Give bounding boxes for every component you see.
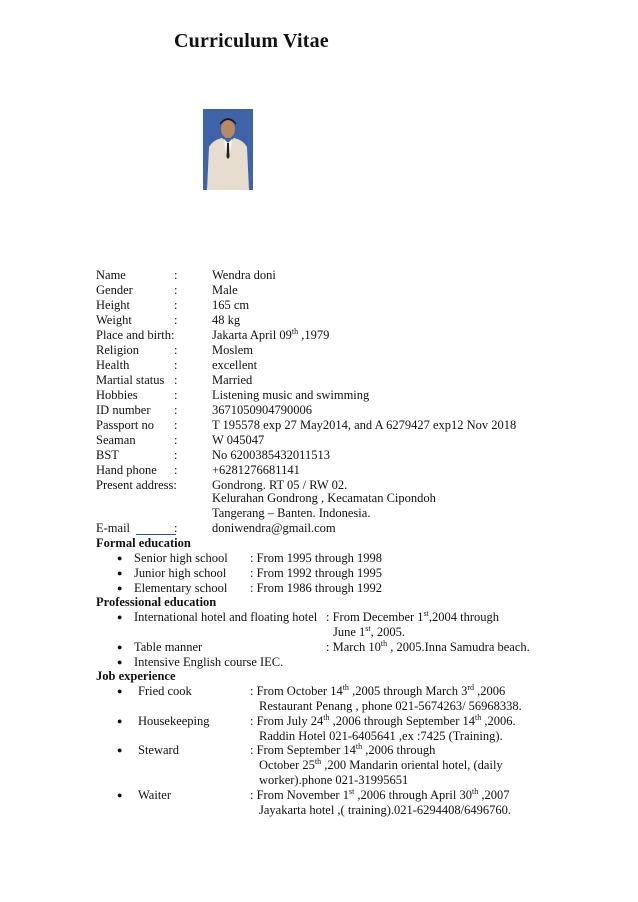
field-value: W 045047: [212, 433, 265, 447]
bullet-icon: ●: [117, 745, 123, 755]
job-title: Waiter: [138, 788, 172, 802]
bullet-icon: ●: [117, 553, 123, 563]
field-value: No 6200385432011513: [212, 448, 330, 462]
field-colon: :: [174, 373, 178, 387]
field-colon: :: [174, 343, 178, 357]
field-value: Male: [212, 283, 238, 297]
field-value: 3671050904790006: [212, 403, 312, 417]
bullet-icon: ●: [117, 568, 123, 578]
job-experience-heading: Job experience: [96, 669, 176, 683]
course-period: : March 10th , 2005.Inna Samudra beach.: [326, 639, 530, 654]
course-period: : From December 1st,2004 through: [326, 609, 500, 624]
field-label: BST: [96, 448, 119, 462]
field-value: Gondrong. RT 05 / RW 02.: [212, 478, 348, 492]
field-label: Weight: [96, 313, 132, 327]
course-name: International hotel and floating hotel: [134, 610, 318, 624]
bullet-icon: ●: [117, 657, 123, 667]
bullet-icon: ●: [117, 583, 123, 593]
email-underline: [136, 534, 176, 535]
professional-education-heading: Professional education: [96, 595, 217, 609]
bullet-icon: ●: [117, 790, 123, 800]
field-label: Health: [96, 358, 130, 372]
job-period: : From November 1st ,2006 through April 30th ,2007: [250, 787, 510, 802]
field-colon: :: [174, 298, 178, 312]
field-colon: :: [174, 313, 178, 327]
job-detail: worker).phone 021-31995651: [259, 773, 409, 787]
email-value[interactable]: doniwendra@gmail.com: [212, 521, 336, 535]
field-value: Moslem: [212, 343, 253, 357]
job-detail: Restaurant Penang , phone 021-5674263/ 56968338.: [259, 699, 522, 713]
person-photo-icon: [203, 109, 253, 190]
bullet-icon: ●: [117, 686, 123, 696]
course-name: Table manner: [134, 640, 203, 654]
email-colon: :: [174, 521, 178, 535]
page-title: Curriculum Vitae: [174, 30, 329, 52]
field-label: Place and birth:: [96, 328, 175, 342]
field-label: Passport no: [96, 418, 154, 432]
field-label: Hobbies: [96, 388, 138, 402]
job-title: Fried cook: [138, 684, 192, 698]
bullet-icon: ●: [117, 612, 123, 622]
job-title: Housekeeping: [138, 714, 210, 728]
job-title: Steward: [138, 743, 179, 757]
field-label: Martial status: [96, 373, 165, 387]
field-value: Jakarta April 09th ,1979: [212, 327, 330, 342]
field-value: 165 cm: [212, 298, 250, 312]
job-detail: October 25th ,200 Mandarin oriental hotel, (daily: [259, 757, 503, 772]
school-period: : From 1995 through 1998: [250, 551, 382, 565]
school-name: Junior high school: [134, 566, 227, 580]
field-colon: :: [174, 418, 178, 432]
field-colon: :: [174, 388, 178, 402]
field-value: +6281276681141: [212, 463, 300, 477]
school-period: : From 1986 through 1992: [250, 581, 382, 595]
field-colon: :: [174, 358, 178, 372]
email-label: E-mail: [96, 521, 131, 535]
field-label: Religion: [96, 343, 140, 357]
address-line-3: Tangerang – Banten. Indonesia.: [212, 506, 371, 520]
course-name: Intensive English course IEC.: [134, 655, 284, 669]
job-period: : From October 14th ,2005 through March 3rd ,2006: [250, 683, 506, 698]
field-label: Name: [96, 268, 126, 282]
field-label: Gender: [96, 283, 133, 297]
field-label: Present address:: [96, 478, 177, 492]
field-colon: :: [174, 463, 178, 477]
field-value: T 195578 exp 27 May2014, and A 6279427 exp12 Nov 2018: [212, 418, 517, 432]
school-period: : From 1992 through 1995: [250, 566, 382, 580]
field-colon: :: [174, 448, 178, 462]
field-value: Listening music and swimming: [212, 388, 370, 402]
job-detail: Jayakarta hotel ,( training).021-6294408/6496760.: [259, 803, 512, 817]
field-label: ID number: [96, 403, 151, 417]
school-name: Elementary school: [134, 581, 228, 595]
field-value: Wendra doni: [212, 268, 276, 282]
job-detail: Raddin Hotel 021-6405641 ,ex :7425 (Training).: [259, 729, 503, 743]
field-label: Seaman: [96, 433, 136, 447]
school-name: Senior high school: [134, 551, 228, 565]
field-colon: :: [174, 433, 178, 447]
field-value: excellent: [212, 358, 258, 372]
field-colon: :: [174, 403, 178, 417]
course-period-end: June 1st, 2005.: [333, 624, 406, 639]
field-value: Married: [212, 373, 253, 387]
field-label: Hand phone: [96, 463, 157, 477]
formal-education-heading: Formal education: [96, 536, 191, 550]
job-period: : From September 14th ,2006 through: [250, 742, 436, 757]
field-label: Height: [96, 298, 131, 312]
field-colon: :: [174, 283, 178, 297]
bullet-icon: ●: [117, 716, 123, 726]
address-line-2: Kelurahan Gondrong , Kecamatan Cipondoh: [212, 491, 436, 505]
field-colon: :: [174, 268, 178, 282]
profile-photo: [203, 109, 253, 190]
bullet-icon: ●: [117, 642, 123, 652]
field-value: 48 kg: [212, 313, 241, 327]
job-period: : From July 24th ,2006 through September 14th ,2006.: [250, 713, 516, 728]
